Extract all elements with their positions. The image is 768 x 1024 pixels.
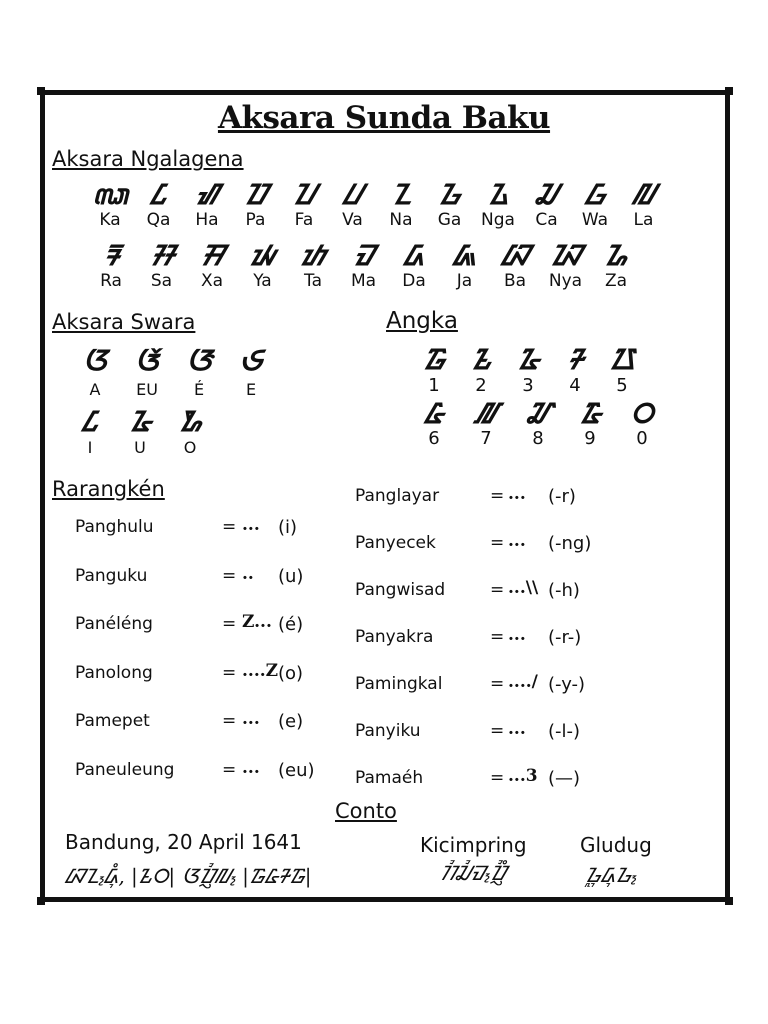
rarangken-name: Panguku bbox=[75, 565, 148, 586]
ngalagena-char-label: Na bbox=[389, 210, 413, 230]
ngalagena-char-label: Ha bbox=[195, 210, 219, 230]
angka-digit-glyph: ᮳ bbox=[517, 343, 539, 376]
rarangken-name: Pamingkal bbox=[355, 674, 443, 694]
swara-char-glyph: ᮉ bbox=[134, 344, 160, 377]
ngalagena-char-glyph: ᮙ bbox=[353, 239, 374, 272]
ngalagena-char-label: Sa bbox=[150, 271, 173, 291]
rarangken-equals: = bbox=[490, 768, 505, 788]
ngalagena-char-label: Ca bbox=[535, 210, 558, 230]
section-heading-conto: Conto bbox=[335, 799, 397, 823]
swara-char-glyph: ᮇ bbox=[178, 405, 202, 438]
rarangken-value: (—) bbox=[548, 768, 581, 789]
ngalagena-char-label: Ta bbox=[304, 271, 322, 291]
rarangken-name: Panyecek bbox=[355, 533, 436, 553]
section-heading-rarangken: Rarangkén bbox=[52, 477, 165, 501]
rarangken-symbol: Z... bbox=[242, 612, 272, 632]
rarangken-name: Pangwisad bbox=[355, 580, 446, 600]
swara-char-label: O bbox=[183, 438, 197, 457]
rarangken-name: Paneuleung bbox=[75, 759, 175, 780]
swara-char-label: U bbox=[134, 438, 146, 457]
angka-digit-label: 3 bbox=[522, 375, 534, 396]
ngalagena-char-glyph: ᮜ bbox=[632, 178, 655, 211]
rarangken-symbol: ... bbox=[242, 515, 260, 535]
ngalagena-char-label: Xa bbox=[200, 271, 224, 291]
ngalagena-char-glyph: ᮞ bbox=[150, 239, 173, 272]
section-heading-angka: Angka bbox=[386, 308, 458, 334]
ngalagena-char-label: Ma bbox=[350, 271, 377, 291]
ngalagena-char-label: Ra bbox=[100, 271, 122, 291]
ngalagena-char-glyph: ᮟ bbox=[200, 239, 224, 272]
swara-char-glyph: ᮈ bbox=[239, 344, 263, 377]
rarangken-equals: = bbox=[222, 662, 237, 683]
ngalagena-char-label: Da bbox=[402, 271, 426, 291]
ngalagena-char-glyph: ᮚ bbox=[250, 239, 275, 272]
example-gludug-script: ᮌᮣᮥᮓᮥᮌ᮪ bbox=[585, 863, 637, 887]
angka-digit-glyph: ᮶ bbox=[424, 397, 444, 430]
ngalagena-char-label: Ja bbox=[456, 271, 473, 291]
swara-char-label: I bbox=[87, 438, 93, 457]
rarangken-value: (i) bbox=[278, 517, 298, 538]
border-corner bbox=[37, 87, 45, 95]
border-corner bbox=[725, 87, 733, 95]
rarangken-value: (-r) bbox=[548, 486, 576, 507]
page-title: Aksara Sunda Baku bbox=[217, 100, 551, 136]
swara-char-glyph: ᮆ bbox=[186, 344, 212, 377]
section-heading-swara: Aksara Swara bbox=[52, 310, 196, 334]
ngalagena-char-label: Va bbox=[342, 210, 363, 230]
angka-digit-label: 0 bbox=[636, 428, 648, 449]
ngalagena-char-label: Ya bbox=[253, 271, 272, 291]
rarangken-symbol: ... bbox=[242, 757, 260, 778]
border-corner bbox=[37, 897, 45, 905]
rarangken-symbol: ...3 bbox=[508, 766, 538, 786]
ngalagena-char-glyph: ᮄ bbox=[150, 178, 167, 211]
angka-digit-label: 2 bbox=[475, 375, 487, 396]
swara-char-glyph: ᮅ bbox=[129, 405, 151, 438]
swara-char-label: E bbox=[245, 380, 257, 399]
rarangken-value: (-r-) bbox=[548, 627, 582, 648]
ngalagena-char-glyph: ᮕ bbox=[244, 178, 267, 211]
rarangken-equals: = bbox=[222, 565, 237, 586]
swara-char-glyph: ᮃ bbox=[82, 344, 108, 377]
rarangken-equals: = bbox=[222, 759, 237, 780]
angka-digit-glyph: ᮵ bbox=[609, 343, 635, 376]
angka-digit-label: 4 bbox=[569, 375, 581, 396]
ngalagena-char-glyph: ᮎ bbox=[535, 178, 557, 211]
rarangken-equals: = bbox=[490, 533, 505, 553]
rarangken-name: Pamaéh bbox=[355, 768, 424, 788]
rarangken-equals: = bbox=[222, 711, 237, 731]
rarangken-symbol: ... bbox=[508, 625, 526, 645]
rarangken-symbol: ..../ bbox=[508, 672, 538, 692]
ngalagena-char-glyph: ᮗ bbox=[343, 178, 362, 211]
angka-digit-glyph: ᮸ bbox=[526, 397, 550, 430]
ngalagena-char-label: Ka bbox=[99, 210, 121, 230]
angka-digit-glyph: ᮷ bbox=[475, 397, 497, 430]
ngalagena-char-glyph: ᮐ bbox=[604, 239, 628, 272]
angka-digit-label: 1 bbox=[428, 375, 440, 396]
rarangken-symbol: ... bbox=[508, 484, 526, 504]
angka-digit-label: 9 bbox=[584, 428, 596, 449]
rarangken-value: (u) bbox=[278, 565, 304, 587]
ngalagena-char-glyph: ᮔ bbox=[390, 178, 412, 211]
ngalagena-char-label: Nga bbox=[481, 210, 515, 230]
ngalagena-char-glyph: ᮖ bbox=[292, 178, 316, 211]
angka-digit-label: 5 bbox=[616, 375, 628, 396]
rarangken-name: Panglayar bbox=[355, 486, 440, 506]
rarangken-equals: = bbox=[222, 614, 237, 634]
rarangken-value: (e) bbox=[278, 711, 304, 732]
rarangken-equals: = bbox=[222, 517, 237, 537]
ngalagena-char-label: Fa bbox=[294, 210, 314, 230]
rarangken-equals: = bbox=[490, 627, 505, 647]
rarangken-name: Panghulu bbox=[75, 517, 154, 537]
angka-digit-glyph: ᮹ bbox=[579, 397, 601, 430]
angka-digit-label: 6 bbox=[428, 428, 440, 449]
ngalagena-char-label: Qa bbox=[146, 210, 171, 230]
ngalagena-char-label: Wa bbox=[581, 210, 609, 230]
rarangken-value: (-ng) bbox=[548, 533, 592, 554]
ngalagena-char-glyph: ᮛ bbox=[103, 239, 119, 272]
section-heading-ngalagena: Aksara Ngalagena bbox=[52, 147, 244, 171]
ngalagena-char-glyph: ᮝ bbox=[585, 178, 605, 211]
rarangken-symbol: .. bbox=[242, 563, 254, 584]
swara-char-glyph: ᮄ bbox=[82, 405, 98, 438]
ngalagena-char-label: Nya bbox=[548, 271, 583, 291]
angka-digit-glyph: ᮲ bbox=[471, 343, 491, 376]
rarangken-value: (-l-) bbox=[548, 721, 581, 742]
ngalagena-char-glyph: ᮠ bbox=[196, 178, 218, 211]
rarangken-name: Pamepet bbox=[75, 711, 150, 731]
rarangken-symbol: ... bbox=[508, 719, 526, 739]
angka-digit-glyph: ᮰ bbox=[630, 397, 654, 430]
rarangken-name: Panéléng bbox=[75, 614, 153, 634]
example-kicimpring-latin: Kicimpring bbox=[420, 833, 527, 857]
rarangken-name: Panolong bbox=[75, 662, 153, 683]
rarangken-equals: = bbox=[490, 486, 505, 506]
ngalagena-char-glyph: ᮓ bbox=[404, 239, 424, 272]
ngalagena-char-label: Ga bbox=[437, 210, 462, 230]
rarangken-value: (é) bbox=[278, 614, 304, 635]
ngalagena-char-label: La bbox=[633, 210, 654, 230]
swara-char-label: É bbox=[193, 380, 205, 399]
ngalagena-char-glyph: ᮌ bbox=[438, 178, 461, 211]
ngalagena-char-glyph: ᮏ bbox=[453, 239, 476, 272]
rarangken-equals: = bbox=[490, 580, 505, 600]
angka-digit-glyph: ᮱ bbox=[422, 343, 446, 376]
rarangken-equals: = bbox=[490, 721, 505, 741]
angka-digit-glyph: ᮴ bbox=[567, 343, 583, 376]
rarangken-value: (o) bbox=[278, 662, 304, 684]
example-bandung-latin: Bandung, 20 April 1641 bbox=[65, 830, 302, 854]
example-bandung-script: ᮘᮔ᮪ᮓᮥᮀ, |᮲᮰| ᮃᮕᮢᮤᮜ᮪ |᮱᮶᮴᮱| bbox=[65, 864, 312, 888]
rarangken-symbol: ... bbox=[242, 709, 260, 729]
rarangken-symbol: ...\\ bbox=[508, 578, 539, 598]
rarangken-value: (-h) bbox=[548, 580, 580, 601]
rarangken-symbol: ... bbox=[508, 531, 526, 551]
ngalagena-char-glyph: ᮑ bbox=[550, 239, 581, 272]
ngalagena-char-label: Pa bbox=[245, 210, 266, 230]
rarangken-name: Panyakra bbox=[355, 627, 434, 647]
example-kicimpring-script: ᮊᮤᮎᮤᮙ᮪ᮕᮢᮤᮀ bbox=[440, 861, 506, 885]
ngalagena-char-glyph: ᮍ bbox=[487, 178, 509, 211]
ngalagena-char-label: Ba bbox=[503, 271, 527, 291]
ngalagena-char-glyph: ᮒ bbox=[300, 239, 326, 272]
example-gludug-latin: Gludug bbox=[580, 833, 652, 857]
swara-char-label: EU bbox=[136, 380, 158, 399]
ngalagena-char-label: Za bbox=[604, 271, 628, 291]
rarangken-value: (eu) bbox=[278, 759, 315, 781]
rarangken-equals: = bbox=[490, 674, 505, 694]
angka-digit-label: 7 bbox=[480, 428, 492, 449]
rarangken-symbol: ....Z bbox=[242, 660, 279, 681]
border-corner bbox=[725, 897, 733, 905]
rarangken-name: Panyiku bbox=[355, 721, 421, 741]
ngalagena-char-glyph: ᮘ bbox=[501, 239, 529, 272]
swara-char-label: A bbox=[89, 380, 101, 399]
angka-digit-label: 8 bbox=[532, 428, 544, 449]
rarangken-value: (-y-) bbox=[548, 674, 586, 695]
ngalagena-char-glyph: ꦓ bbox=[92, 178, 128, 211]
